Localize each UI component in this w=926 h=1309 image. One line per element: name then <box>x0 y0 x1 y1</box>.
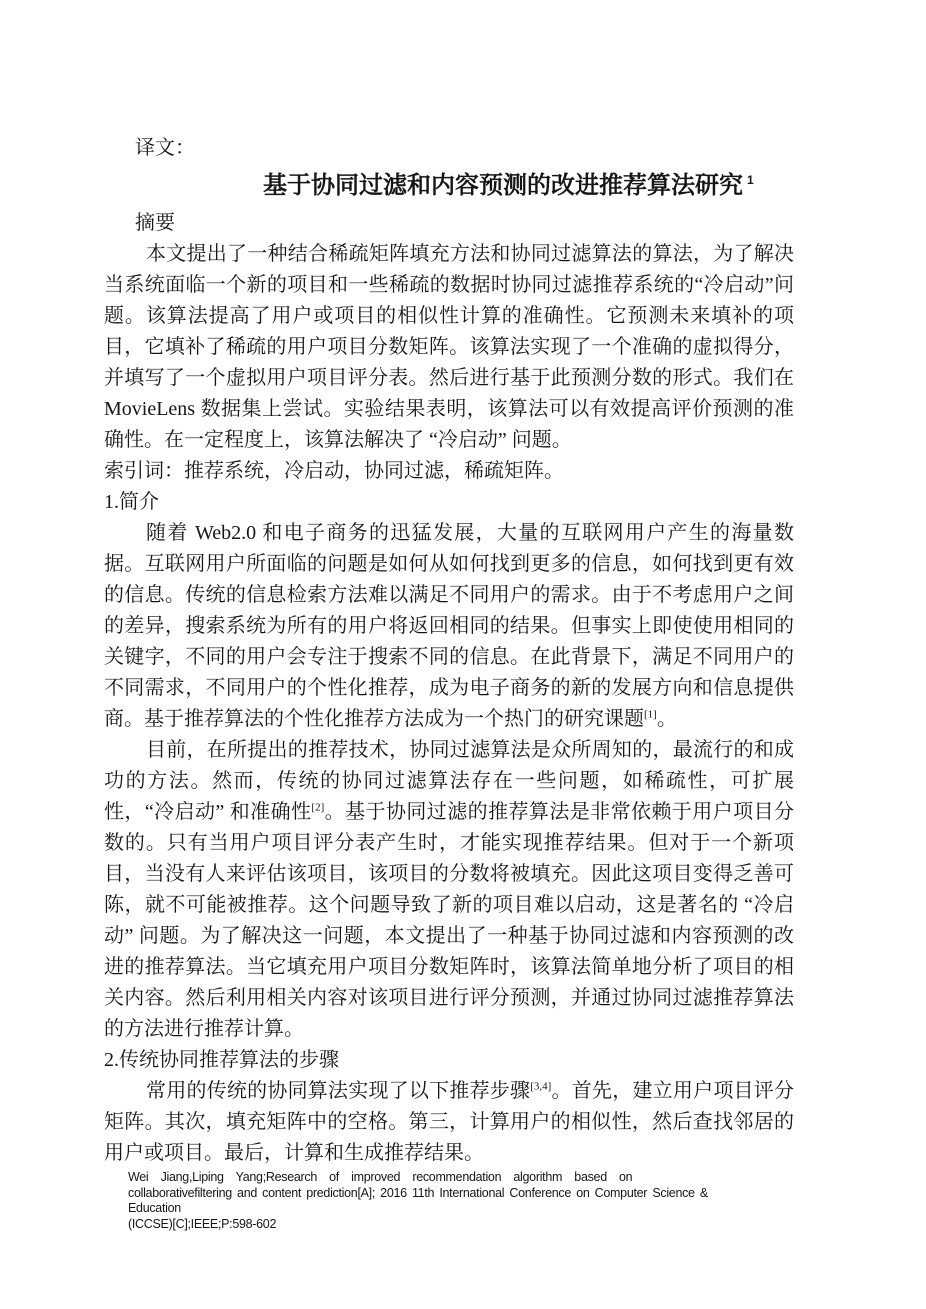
citation-ref-2: [2] <box>311 801 325 814</box>
footnote-line-2: collaborativefiltering and content prediction[A]; 2016 11th International Conference on Computer Science & <box>128 1185 708 1200</box>
document-content <box>104 133 794 1169</box>
footnote-line-4: (ICCSE)[C];IEEE;P:598-602 <box>128 1216 277 1231</box>
translation-label: 译文： <box>135 137 195 159</box>
intro-paragraph-1 <box>104 518 794 735</box>
intro-paragraph-1-text: 随着 Web2.0 和电子商务的迅猛发展，大量的互联网用户产生的海量数据。互联网用户所面临的问题是如何从如何找到更多的信息，如何找到更有效的信息。传统的信息检索方法难以满足不同用户的需求。由于不考虑用户之间的差异，搜索系统为所有的用户将返回相同的结果。但事实上即使使用相同的关键字，不同的用户会专注于搜索不同的信息。在此背景下，满足不同用户的不同需求，不同用户的个性化推荐，成为电子商务的新的发展方向和信息提供商。基于推荐算法的个性化推荐方法成为一个热门的研究课题 <box>104 522 794 730</box>
steps-paragraph-text-b: 。首先，建立用户项目评分矩阵。其次，填充矩阵中的空格。第三，计算用户的相似性，然后查找邻居的用户或项目。最后，计算和生成推荐结果。 <box>104 1080 795 1164</box>
intro-paragraph-2 <box>104 735 794 1045</box>
abstract-heading: 摘要 <box>135 212 175 234</box>
intro-paragraph-2-text-a: 目前，在所提出的推荐技术，协同过滤算法是众所周知的，最流行的和成功的方法。然而，传统的协同过滤算法存在一些问题，如稀疏性，可扩展性，“冷启动” 和准确性 <box>104 739 794 823</box>
footnote-line-1: Wei Jiang,Liping Yang;Research of improved recommendation algorithm based on <box>128 1170 633 1184</box>
keywords-line: 索引词：推荐系统，冷启动，协同过滤，稀疏矩阵。 <box>104 460 564 482</box>
footnote-line-3: Education <box>128 1201 181 1215</box>
paper-title <box>104 164 794 208</box>
steps-paragraph <box>104 1076 794 1169</box>
section-1-heading: 1.简介 <box>104 491 159 513</box>
abstract-body: 本文提出了一种结合稀疏矩阵填充方法和协同过滤算法的算法，为了解决当系统面临一个新的项目和一些稀疏的数据时协同过滤推荐系统的“冷启动”问题。该算法提高了用户或项目的相似性计算的准确性。它预测未来填补的项目，它填补了稀疏的用户项目分数矩阵。该算法实现了一个准确的虚拟得分，并填写了一个虚拟用户项目评分表。然后进行基于此预测分数的形式。我们在 MovieLens 数据集上尝试。实验结果表明，该算法可以有效提高评价预测的准确性。在一定程度上，该算法解决了 “冷启动” 问题。 <box>104 243 794 451</box>
title-footnote-marker: 1 <box>747 173 754 187</box>
paper-title-text: 基于协同过滤和内容预测的改进推荐算法研究 <box>263 172 743 199</box>
intro-paragraph-2-text-b: 。基于协同过滤的推荐算法是非常依赖于用户项目分数的。只有当用户项目评分表产生时，才能实现推荐结果。但对于一个新项目，当没有人来评估该项目，该项目的分数将被填充。因此这项目变得乏善可陈，就不可能被推荐。这个问题导致了新的项目难以启动，这是著名的 “冷启动” 问题。为了解决这一问题，本文提出了一种基于协同过滤和内容预测的改进的推荐算法。当它填充用户项目分数矩阵时，该算法简单地分析了项目的相关内容。然后利用相关内容对该项目进行评分预测，并通过协同过滤推荐算法的方法进行推荐计算。 <box>104 801 794 1040</box>
intro-paragraph-1-tail: 。 <box>656 708 677 730</box>
citation-ref-3-4: [3,4] <box>530 1080 552 1093</box>
footnote-citation <box>128 1170 856 1232</box>
steps-paragraph-text-a: 常用的传统的协同算法实现了以下推荐步骤 <box>146 1080 531 1102</box>
section-2-heading: 2.传统协同推荐算法的步骤 <box>104 1049 339 1071</box>
citation-ref-1: [1] <box>644 708 657 721</box>
